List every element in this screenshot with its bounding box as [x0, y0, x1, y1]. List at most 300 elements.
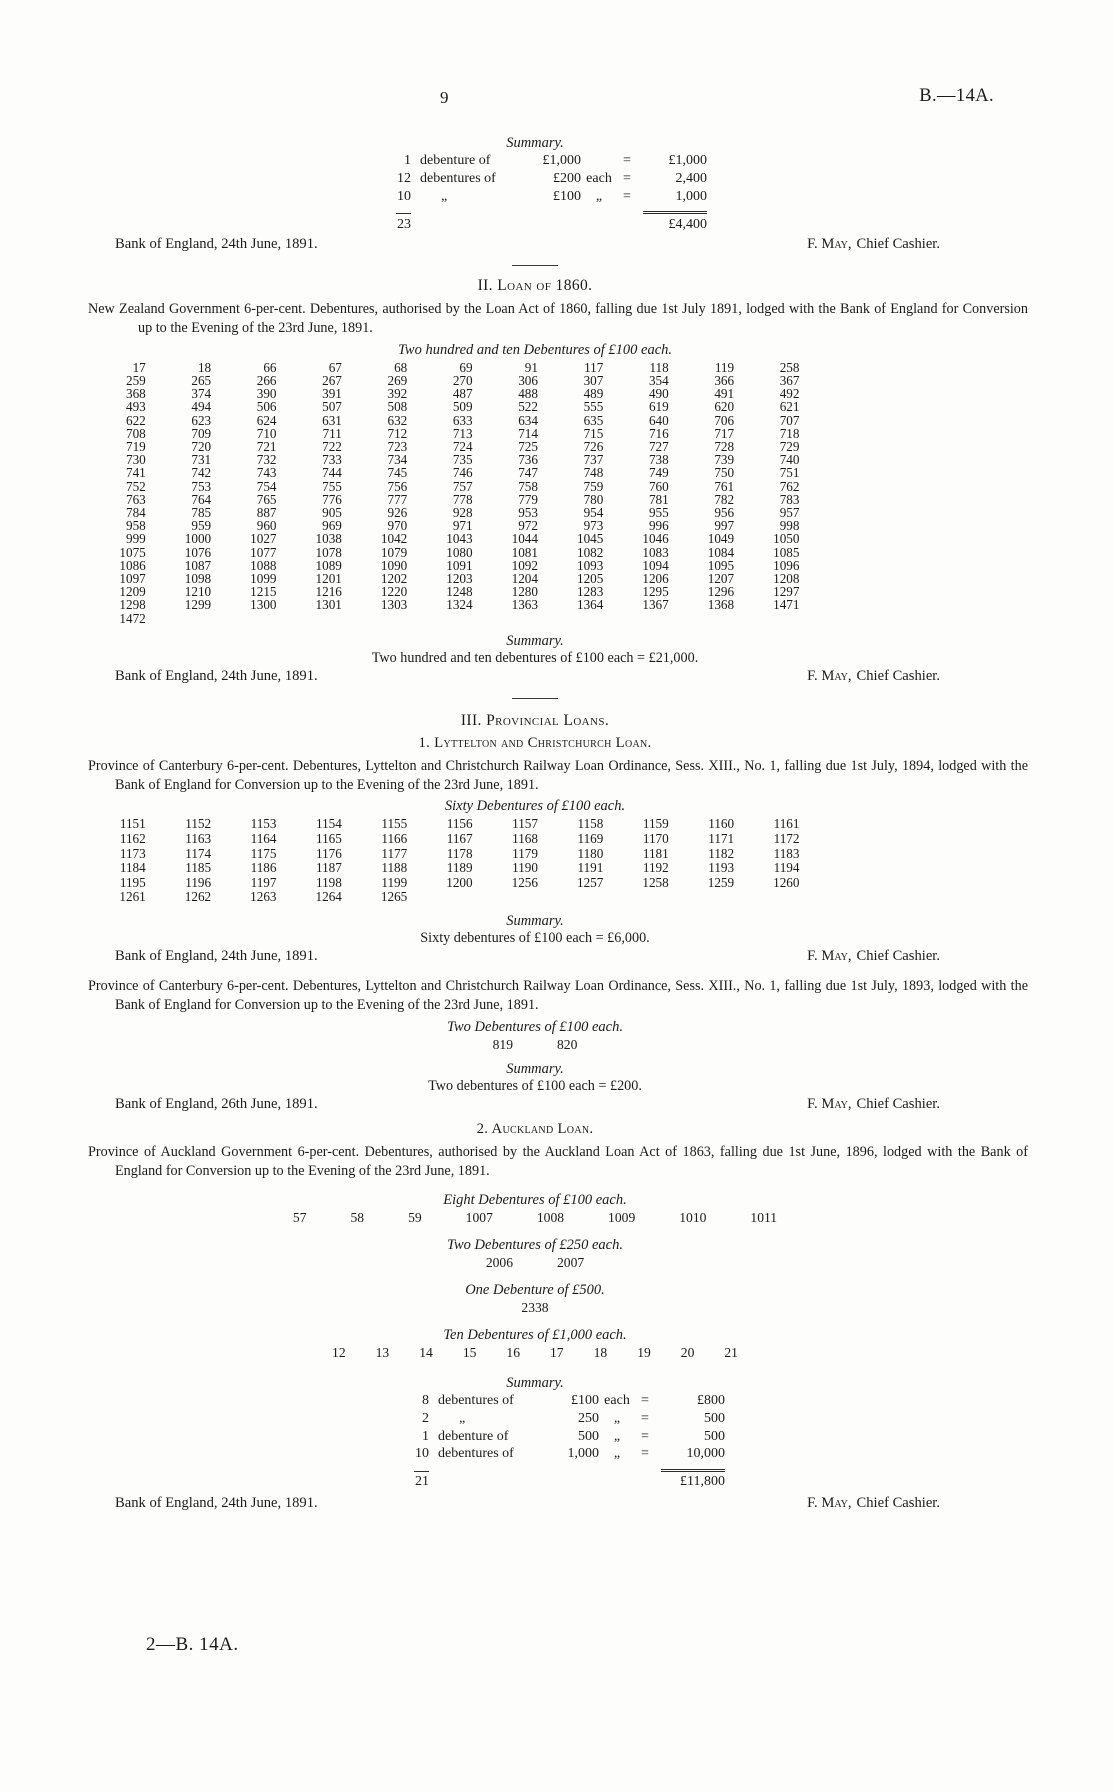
debenture-number: 736	[518, 452, 538, 468]
debenture-number: 392	[387, 386, 408, 402]
spacer	[541, 1475, 599, 1490]
debenture-number: 1471	[773, 597, 800, 613]
debenture-number: 1163	[185, 830, 212, 846]
debenture-number: 1172	[773, 830, 800, 846]
debenture-number: 1098	[184, 570, 212, 586]
debenture-number: 722	[322, 438, 342, 454]
debenture-number: 723	[387, 438, 408, 454]
canterbury-1894-summary-line: Sixty debentures of £100 each = £6,000.	[420, 929, 650, 946]
debenture-number: 1093	[576, 557, 604, 573]
section-divider	[512, 265, 558, 266]
debenture-number: 1083	[642, 544, 669, 560]
debenture-number: 707	[779, 412, 800, 428]
debenture-number: 1099	[250, 570, 277, 586]
debenture-number: 953	[518, 504, 538, 520]
debenture-number: 1296	[707, 584, 735, 600]
debenture-number: 1089	[315, 557, 342, 573]
debenture-number: 1161	[773, 816, 800, 832]
attestation-row	[88, 1096, 1028, 1112]
debenture-number: 265	[191, 372, 212, 388]
debenture-number: 2338	[521, 1300, 549, 1316]
page-number: 9	[440, 88, 449, 107]
debenture-number: 738	[648, 452, 669, 468]
debenture-number: 1043	[446, 531, 473, 547]
canterbury-1893-numbers	[65, 1037, 1005, 1052]
debenture-number: 374	[191, 386, 212, 402]
debenture-number: 1044	[511, 531, 538, 547]
debenture-number: 1207	[707, 570, 735, 586]
debenture-number: 970	[387, 518, 408, 534]
debenture-number: 17	[132, 359, 146, 375]
debenture-number: 2006	[485, 1255, 513, 1271]
summary-each: „	[613, 1428, 621, 1444]
debenture-number: 621	[779, 399, 800, 415]
debenture-number: 555	[583, 399, 604, 415]
debenture-number: 1197	[250, 874, 277, 890]
debenture-number: 709	[191, 425, 212, 441]
signer-name: F. May,	[807, 236, 852, 253]
debenture-number: 258	[779, 359, 800, 375]
debenture-number: 1208	[773, 570, 800, 586]
debenture-number: 956	[714, 504, 735, 520]
total-rule-right	[661, 1469, 725, 1472]
signer-title: Chief Cashier.	[856, 236, 940, 253]
debenture-number: 19	[637, 1345, 651, 1361]
debenture-number: 973	[583, 518, 604, 534]
debenture-number: 1260	[773, 874, 800, 890]
debenture-number: 68	[394, 359, 408, 375]
debenture-number: 742	[191, 465, 212, 481]
debenture-number: 1191	[577, 860, 604, 876]
bank-attestation: Bank of England, 24th June, 1891.	[115, 947, 318, 964]
debenture-number: 1216	[315, 584, 342, 600]
debenture-number: 1192	[642, 860, 669, 876]
debenture-number: 1297	[773, 584, 800, 600]
debenture-number: 1175	[250, 845, 277, 861]
debenture-number: 1178	[446, 845, 473, 861]
debenture-number: 1079	[380, 544, 408, 560]
debenture-number: 706	[714, 412, 735, 428]
debenture-number: 1176	[315, 845, 342, 861]
debenture-number: 710	[256, 425, 277, 441]
debenture-number: 1248	[446, 584, 473, 600]
debenture-number: 1162	[119, 830, 146, 846]
debenture-number: 757	[452, 478, 473, 494]
debenture-number: 622	[125, 412, 146, 428]
debenture-number: 1082	[576, 544, 604, 560]
signer-title: Chief Cashier.	[856, 1495, 940, 1512]
debenture-number: 1075	[119, 544, 146, 560]
debenture-number: 1007	[465, 1210, 493, 1226]
debenture-number: 21	[724, 1345, 738, 1361]
debenture-number: 1154	[315, 816, 342, 832]
debenture-number: 1186	[250, 860, 277, 876]
debenture-number: 368	[125, 386, 146, 402]
debenture-number: 1324	[446, 597, 473, 613]
canterbury-1893-intro: Province of Canterbury 6-per-cent. Debentures, Lyttelton and Christchurch Railway Loan Ordinance, Sess. XIII., No. 1, falling due 1st July, 1893, lodged with the Bank of England for Conversion up to the Evening of the 23rd June, 1891.	[88, 977, 1028, 1014]
debenture-number: 739	[714, 452, 735, 468]
debenture-number: 714	[518, 425, 538, 441]
debenture-number: 1077	[250, 544, 277, 560]
summary-amount: 500	[704, 1410, 725, 1426]
debenture-number: 118	[649, 359, 669, 375]
debenture-number: 731	[191, 452, 212, 468]
debenture-number: 1202	[380, 570, 408, 586]
debenture-number: 1368	[707, 597, 735, 613]
debenture-number: 730	[125, 452, 146, 468]
subsection-heading-lyttelton: 1. Lyttelton and Christchurch Loan.	[418, 734, 652, 751]
bank-attestation: Bank of England, 26th June, 1891.	[115, 1095, 318, 1112]
debenture-number: 782	[714, 491, 735, 507]
debenture-number: 762	[779, 478, 800, 494]
attestation-row	[88, 668, 1028, 684]
attestation-row	[88, 948, 1028, 964]
debenture-number: 926	[387, 504, 408, 520]
auckland-group-numbers	[65, 1210, 1005, 1225]
debenture-number: 16	[506, 1345, 520, 1361]
debenture-number: 119	[714, 359, 735, 375]
debenture-number: 1258	[642, 874, 669, 890]
debenture-number: 1184	[119, 860, 146, 876]
spacer	[523, 218, 581, 233]
debenture-number: 69	[459, 359, 473, 375]
debenture-number: 971	[452, 518, 473, 534]
debenture-number: 13	[375, 1345, 390, 1361]
debenture-number: 969	[322, 518, 342, 534]
debenture-number: 18	[197, 359, 212, 375]
debenture-number: 1199	[381, 874, 408, 890]
debenture-number: 719	[125, 438, 146, 454]
loan-1860-summary-line: Two hundred and ten debentures of £100 each = £21,000.	[371, 649, 699, 666]
debenture-number: 1174	[185, 845, 212, 861]
debenture-number: 1173	[119, 845, 146, 861]
debenture-number: 1472	[119, 610, 146, 626]
canterbury-1893-summary-title: Summary.	[506, 1060, 564, 1077]
debenture-number: 1193	[708, 860, 735, 876]
auckland-summary-title: Summary.	[506, 1375, 564, 1392]
summary-total-amount: £4,400	[668, 216, 707, 232]
attestation-row	[88, 236, 1028, 252]
debenture-number: 1009	[608, 1210, 636, 1226]
cashier-signature	[807, 236, 940, 252]
debenture-number: 307	[583, 372, 604, 388]
summary-denomination: 1,000	[567, 1446, 599, 1462]
debenture-number: 955	[648, 504, 669, 520]
debenture-number: 997	[714, 518, 735, 534]
summary-total-count: 23	[397, 216, 411, 232]
debenture-number: 1179	[512, 845, 538, 861]
debenture-number: 726	[583, 438, 604, 454]
summary-each: „	[595, 188, 603, 204]
debenture-number: 1363	[511, 597, 538, 613]
debenture-number: 1049	[707, 531, 735, 547]
summary-each: each	[604, 1393, 630, 1409]
summary-total-count: 21	[415, 1474, 429, 1490]
debenture-number: 259	[125, 372, 146, 388]
debenture-number: 1169	[577, 830, 604, 846]
debenture-number: 1152	[185, 816, 212, 832]
debenture-number: 1210	[184, 584, 212, 600]
debenture-number: 764	[191, 491, 212, 507]
debenture-number: 1011	[750, 1210, 778, 1226]
summary-each: each	[586, 170, 612, 186]
signer-name: F. May,	[807, 1095, 852, 1112]
summary-label: debenture of	[438, 1428, 509, 1444]
debenture-number: 1078	[315, 544, 342, 560]
debenture-number: 1038	[315, 531, 342, 547]
debenture-number: 20	[680, 1345, 695, 1361]
debenture-number: 1092	[511, 557, 538, 573]
auckland-summary-table	[403, 1394, 725, 1490]
debenture-number: 1203	[446, 570, 473, 586]
debenture-number: 1201	[315, 570, 342, 586]
debenture-number: 1182	[708, 845, 735, 861]
auckland-group-caption: One Debenture of £500.	[465, 1282, 605, 1299]
debenture-number: 716	[648, 425, 669, 441]
debenture-number: 1085	[773, 544, 800, 560]
spacer	[581, 218, 617, 233]
debenture-number: 67	[328, 359, 342, 375]
debenture-number: 735	[452, 452, 473, 468]
equals-sign: =	[641, 1428, 649, 1444]
debenture-number: 747	[518, 465, 538, 481]
auckland-group-caption: Two Debentures of £250 each.	[447, 1237, 623, 1254]
summary-amount: £800	[697, 1393, 725, 1409]
debenture-number: 733	[322, 452, 342, 468]
summary-count: 8	[422, 1393, 429, 1409]
debenture-number: 1008	[536, 1210, 565, 1226]
debenture-number: 1090	[380, 557, 408, 573]
debenture-number: 634	[518, 412, 538, 428]
debenture-number: 1283	[576, 584, 604, 600]
debenture-number: 509	[452, 399, 473, 415]
debenture-number: 631	[322, 412, 342, 428]
debenture-number: 391	[322, 386, 342, 402]
debenture-number: 1171	[708, 830, 735, 846]
summary-count: 2	[422, 1410, 429, 1426]
summary-denomination: £200	[553, 170, 581, 186]
debenture-number: 756	[387, 478, 408, 494]
debenture-number: 1045	[576, 531, 604, 547]
debenture-number: 748	[583, 465, 604, 481]
debenture-number: 1166	[381, 830, 408, 846]
signer-title: Chief Cashier.	[856, 667, 940, 684]
spacer	[617, 218, 637, 233]
debenture-number: 1187	[315, 860, 342, 876]
debenture-number: 14	[419, 1345, 433, 1361]
debenture-number: 1159	[642, 816, 669, 832]
debenture-number: 749	[648, 465, 669, 481]
debenture-number: 2007	[557, 1255, 585, 1271]
debenture-number: 721	[256, 438, 277, 454]
debenture-number: 633	[452, 412, 473, 428]
summary-label: debenture of	[420, 153, 491, 168]
debenture-number: 1257	[576, 874, 604, 890]
debenture-number: 1303	[380, 597, 408, 613]
debenture-number: 506	[256, 399, 277, 415]
debenture-number: 1081	[511, 544, 538, 560]
debenture-number: 780	[583, 491, 604, 507]
debenture-number: 753	[191, 478, 212, 494]
debenture-number: 270	[452, 372, 473, 388]
debenture-number: 367	[779, 372, 800, 388]
debenture-number: 12	[332, 1345, 346, 1361]
debenture-number: 15	[462, 1345, 477, 1361]
debenture-number: 17	[550, 1345, 564, 1361]
equals-sign: =	[623, 153, 631, 168]
summary-label: debentures of	[420, 170, 496, 186]
debenture-number: 729	[779, 438, 800, 454]
signer-title: Chief Cashier.	[856, 947, 940, 964]
debenture-number: 760	[648, 478, 669, 494]
summary-each: „	[613, 1446, 621, 1462]
debenture-number: 751	[779, 465, 800, 481]
debenture-number: 1096	[773, 557, 800, 573]
debenture-number: 1205	[576, 570, 604, 586]
debenture-number: 306	[518, 372, 538, 388]
loan-1860-table-caption: Two hundred and ten Debentures of £100 each.	[397, 341, 673, 358]
debenture-number: 1194	[773, 860, 800, 876]
loan-1860-summary-title: Summary.	[506, 632, 564, 649]
debenture-number: 619	[648, 399, 669, 415]
spacer	[429, 1475, 541, 1490]
canterbury-1893-summary-line: Two debentures of £100 each = £200.	[428, 1077, 642, 1094]
debenture-number: 1364	[576, 597, 604, 613]
signer-title: Chief Cashier.	[856, 1095, 940, 1112]
debenture-number: 1265	[380, 889, 408, 905]
debenture-number: 494	[191, 399, 212, 415]
debenture-number: 1086	[119, 557, 146, 573]
debenture-number: 1155	[381, 816, 408, 832]
debenture-number: 727	[648, 438, 669, 454]
debenture-number: 820	[557, 1036, 578, 1052]
cashier-signature	[807, 668, 940, 684]
summary-denomination: £100	[571, 1393, 599, 1409]
debenture-number: 750	[714, 465, 735, 481]
debenture-number: 58	[350, 1210, 365, 1226]
debenture-number: 1298	[119, 597, 146, 613]
loan-1860-intro: New Zealand Government 6-per-cent. Debentures, authorised by the Loan Act of 1860, falling due 1st July 1891, lodged with the Bank of England for Conversion up to the Evening of the 23rd June, 1891.	[88, 301, 1028, 337]
canterbury-1894-summary-title: Summary.	[506, 912, 564, 929]
debenture-number: 1157	[512, 816, 538, 832]
debenture-number: 1091	[446, 557, 473, 573]
debenture-number: 66	[263, 359, 277, 375]
cashier-signature	[807, 1096, 940, 1112]
auckland-intro: Province of Auckland Government 6-per-cent. Debentures, authorised by the Auckland Loan Act of 1863, falling due 1st June, 1896, lodged with the Bank of England for Conversion up to the Evening of the 23rd June, 1891.	[88, 1143, 1028, 1179]
debenture-number: 754	[256, 478, 277, 494]
auckland-group-caption: Ten Debentures of £1,000 each.	[443, 1327, 627, 1344]
debenture-number: 1180	[577, 845, 604, 861]
equals-sign: =	[641, 1446, 649, 1462]
summary-amount: £1,000	[668, 153, 707, 168]
debenture-number: 491	[714, 386, 735, 402]
debenture-number: 1097	[119, 570, 146, 586]
auckland-group-caption: Eight Debentures of £100 each.	[443, 1192, 627, 1209]
debenture-number: 1000	[184, 531, 212, 547]
summary-label: debentures of	[438, 1393, 514, 1409]
debenture-number: 999	[125, 531, 146, 547]
spacer	[635, 1475, 655, 1490]
page-content	[88, 130, 1028, 1511]
debenture-number: 18	[593, 1345, 608, 1361]
debenture-number: 1050	[773, 531, 800, 547]
debenture-number: 1189	[446, 860, 473, 876]
bank-attestation: Bank of England, 24th June, 1891.	[115, 1495, 318, 1512]
debenture-number: 508	[387, 399, 408, 415]
canterbury-1894-caption: Sixty Debentures of £100 each.	[444, 798, 626, 815]
debenture-number: 725	[518, 438, 538, 454]
debenture-number: 724	[452, 438, 473, 454]
debenture-number: 1299	[184, 597, 212, 613]
cashier-signature	[807, 948, 940, 964]
debenture-number: 713	[452, 425, 473, 441]
debenture-number: 390	[256, 386, 277, 402]
debenture-number: 1206	[642, 570, 669, 586]
debenture-number: 998	[779, 518, 800, 534]
debenture-number: 711	[322, 425, 342, 441]
debenture-number: 1168	[512, 830, 538, 846]
debenture-number: 1165	[315, 830, 342, 846]
debenture-number: 1181	[642, 845, 669, 861]
debenture-number: 624	[256, 412, 277, 428]
debenture-number: 1188	[381, 860, 408, 876]
debenture-number: 728	[714, 438, 735, 454]
debenture-number: 487	[452, 386, 473, 402]
debenture-number: 267	[322, 372, 342, 388]
debenture-number: 905	[322, 504, 342, 520]
debenture-number: 745	[387, 465, 408, 481]
debenture-number: 958	[125, 518, 146, 534]
debenture-number: 1200	[446, 874, 473, 890]
debenture-number: 734	[387, 452, 408, 468]
debenture-number: 1170	[642, 830, 669, 846]
debenture-number: 1190	[512, 860, 538, 876]
debenture-number: 717	[714, 425, 735, 441]
equals-sign: =	[641, 1410, 649, 1426]
spacer	[599, 1475, 635, 1490]
debenture-number: 1367	[642, 597, 669, 613]
debenture-number: 1215	[250, 584, 277, 600]
summary-denomination: £100	[553, 188, 581, 204]
debenture-number: 959	[191, 518, 212, 534]
debenture-number: 887	[256, 504, 277, 520]
debenture-number: 777	[387, 491, 408, 507]
debenture-number: 761	[714, 478, 735, 494]
summary-each	[581, 154, 617, 169]
debenture-number: 785	[191, 504, 212, 520]
debenture-number: 1209	[119, 584, 146, 600]
debenture-number: 1183	[773, 845, 800, 861]
debenture-number: 1087	[184, 557, 212, 573]
equals-sign: =	[641, 1393, 649, 1409]
cashier-signature	[807, 1495, 940, 1511]
debenture-number: 928	[452, 504, 473, 520]
equals-sign: =	[623, 170, 631, 186]
subsection-heading-auckland: 2. Auckland Loan.	[476, 1120, 594, 1137]
debenture-number: 784	[125, 504, 146, 520]
canterbury-1894-intro: Province of Canterbury 6-per-cent. Debentures, Lyttelton and Christchurch Railway Loan Ordinance, Sess. XIII., No. 1, falling due 1st July, 1894, lodged with the Bank of England for Conversion up to the Evening of the 23rd June, 1891.	[88, 757, 1028, 794]
debenture-number: 1261	[119, 889, 146, 905]
debenture-number: 1094	[642, 557, 669, 573]
debenture-number: 59	[408, 1210, 422, 1226]
section-divider	[512, 698, 558, 699]
debenture-number: 1220	[380, 584, 408, 600]
canterbury-1894-number-grid	[97, 817, 816, 905]
debenture-number: 1196	[185, 874, 212, 890]
debenture-number: 1156	[446, 816, 473, 832]
bank-attestation: Bank of England, 24th June, 1891.	[115, 667, 318, 684]
debenture-number: 1259	[707, 874, 735, 890]
